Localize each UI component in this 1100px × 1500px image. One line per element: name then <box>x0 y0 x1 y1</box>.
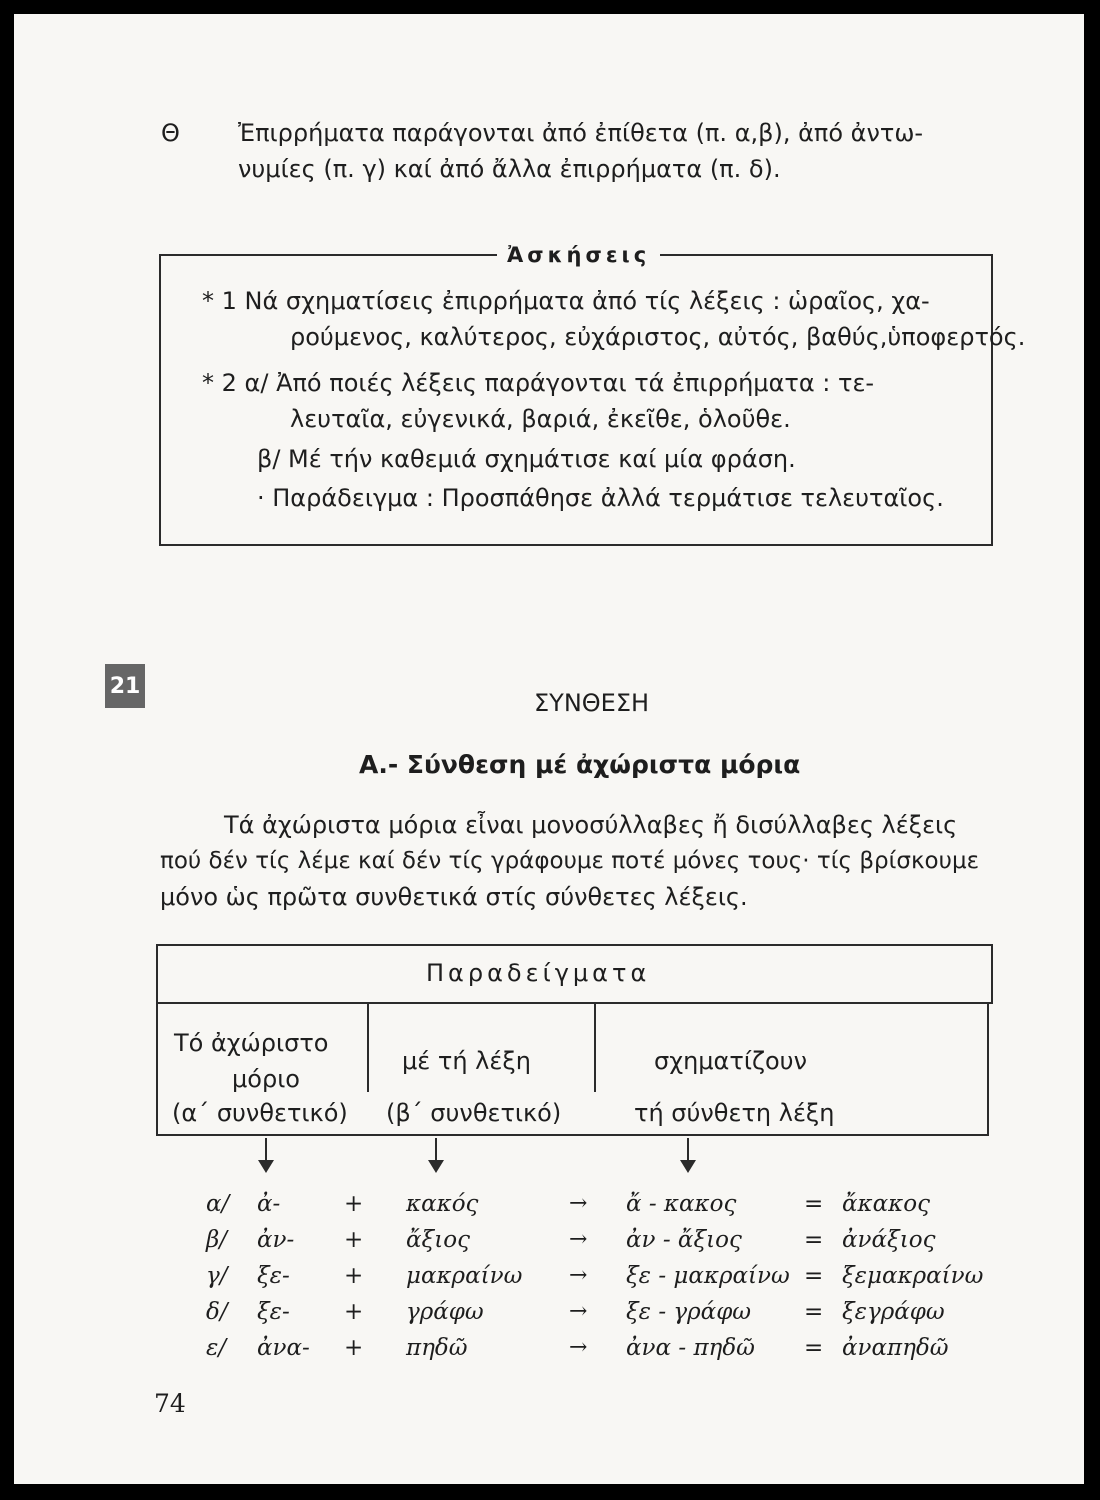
col2-line-2: (β΄ συνθετικό) <box>386 1099 562 1127</box>
col1-line-2: μόριο <box>232 1065 300 1093</box>
exercise-2b: β/ Μέ τήν καθεμιά σχημάτισε καί μία φράση. <box>257 445 796 473</box>
row-prefix: ἀνα- <box>257 1335 310 1361</box>
right-arrow-icon: → <box>569 1227 588 1252</box>
table-left-border <box>156 1002 158 1134</box>
para-line-1: Τά ἀχώριστα μόρια εἶναι μονοσύλλαβες ἤ δισύλλαβες λέξεις <box>224 811 958 839</box>
row-label: ε/ <box>206 1335 227 1361</box>
row-result: ξεμακραίνω <box>842 1263 984 1289</box>
row-result: ἄκακος <box>842 1191 930 1217</box>
plus-sign: + <box>344 1227 364 1253</box>
row-split: ἄ - κακος <box>626 1191 737 1217</box>
table-col-divider-2 <box>594 1002 596 1092</box>
table-col-divider-1 <box>367 1002 369 1092</box>
col3-line-1: σχηματίζουν <box>654 1047 807 1075</box>
right-arrow-icon: → <box>569 1335 588 1360</box>
theta-line-1: Ἐπιρρήματα παράγονται ἀπό ἐπίθετα (π. α,β), ἀπό ἀντω- <box>238 119 924 147</box>
row-prefix: ξε- <box>257 1299 290 1325</box>
row-label: γ/ <box>206 1263 228 1289</box>
row-split: ἀνα - πηδῶ <box>626 1335 755 1361</box>
right-arrow-icon: → <box>569 1191 588 1216</box>
row-result: ἀναπηδῶ <box>842 1335 949 1361</box>
down-arrow-icon <box>424 1138 448 1174</box>
equals-sign: = <box>804 1299 824 1325</box>
equals-sign: = <box>804 1335 824 1361</box>
examples-table-title: Παραδείγματα <box>426 959 651 987</box>
col2-line-1: μέ τή λέξη <box>402 1047 531 1075</box>
plus-sign: + <box>344 1191 364 1217</box>
exercise-2a-line-1: * 2 α/ Ἀπό ποιές λέξεις παράγονται τά ἐπιρρήματα : τε- <box>202 369 875 397</box>
row-result: ξεγράφω <box>842 1299 945 1325</box>
down-arrow-icon <box>676 1138 700 1174</box>
page <box>14 14 1084 1484</box>
row-word: πηδῶ <box>406 1335 468 1361</box>
row-prefix: ἀν- <box>257 1227 295 1253</box>
section-title: ΣΥΝΘΕΣΗ <box>534 689 650 717</box>
example-row-c <box>14 1258 1084 1294</box>
right-arrow-icon: → <box>569 1263 588 1288</box>
example-row-e <box>14 1330 1084 1366</box>
row-prefix: ξε- <box>257 1263 290 1289</box>
theta-marker: Θ <box>161 119 180 147</box>
example-row-b <box>14 1222 1084 1258</box>
para-line-2: πού δέν τίς λέμε καί δέν τίς γράφουμε ποτέ μόνες τους· τίς βρίσκουμε <box>160 848 980 874</box>
exercise-2a-line-2: λευταῖα, εὐγενικά, βαριά, ἐκεῖθε, ὁλοῦθε. <box>290 405 791 433</box>
equals-sign: = <box>804 1263 824 1289</box>
row-split: ξε - γράφω <box>626 1299 752 1325</box>
row-result: ἀνάξιος <box>842 1227 936 1253</box>
row-label: β/ <box>206 1227 228 1253</box>
para-line-3: μόνο ὡς πρῶτα συνθετικά στίς σύνθετες λέξεις. <box>160 883 748 911</box>
equals-sign: = <box>804 1191 824 1217</box>
plus-sign: + <box>344 1299 364 1325</box>
row-label: δ/ <box>206 1299 228 1325</box>
section-subtitle: Α.- Σύνθεση μέ ἀχώριστα μόρια <box>359 750 801 779</box>
section-number-badge: 21 <box>105 664 145 708</box>
example-row-d <box>14 1294 1084 1330</box>
row-split: ξε - μακραίνω <box>626 1263 790 1289</box>
row-word: κακός <box>406 1191 479 1217</box>
plus-sign: + <box>344 1335 364 1361</box>
exercise-example: · Παράδειγμα : Προσπάθησε ἀλλά τερμάτισε τελευταῖος. <box>257 484 944 512</box>
equals-sign: = <box>804 1227 824 1253</box>
col1-line-1: Τό ἀχώριστο <box>174 1029 329 1057</box>
example-row-a <box>14 1186 1084 1222</box>
row-word: γράφω <box>406 1299 484 1325</box>
theta-line-2: νυμίες (π. γ) καί ἀπό ἄλλα ἐπιρρήματα (π. δ). <box>238 155 781 183</box>
down-arrow-icon <box>254 1138 278 1174</box>
table-right-border <box>987 1002 989 1134</box>
col1-line-3: (α΄ συνθετικό) <box>172 1099 348 1127</box>
page-number: 74 <box>154 1389 186 1418</box>
row-label: α/ <box>206 1191 230 1217</box>
exercise-1-line-2: ρούμενος, καλύτερος, εὐχάριστος, αὐτός, βαθύς,ὑποφερτός. <box>290 323 1026 351</box>
col3-line-2: τή σύνθετη λέξη <box>634 1099 835 1127</box>
row-word: ἄξιος <box>406 1227 470 1253</box>
right-arrow-icon: → <box>569 1299 588 1324</box>
row-split: ἀν - ἄξιος <box>626 1227 742 1253</box>
table-divider-top <box>156 1002 993 1004</box>
exercise-1-line-1: * 1 Νά σχηματίσεις ἐπιρρήματα ἀπό τίς λέξεις : ὡραῖος, χα- <box>202 287 930 315</box>
row-prefix: ἀ- <box>257 1191 281 1217</box>
exercises-title: Ἀσκήσεις <box>497 240 660 270</box>
row-word: μακραίνω <box>406 1263 523 1289</box>
table-divider-bottom <box>156 1134 989 1136</box>
plus-sign: + <box>344 1263 364 1289</box>
